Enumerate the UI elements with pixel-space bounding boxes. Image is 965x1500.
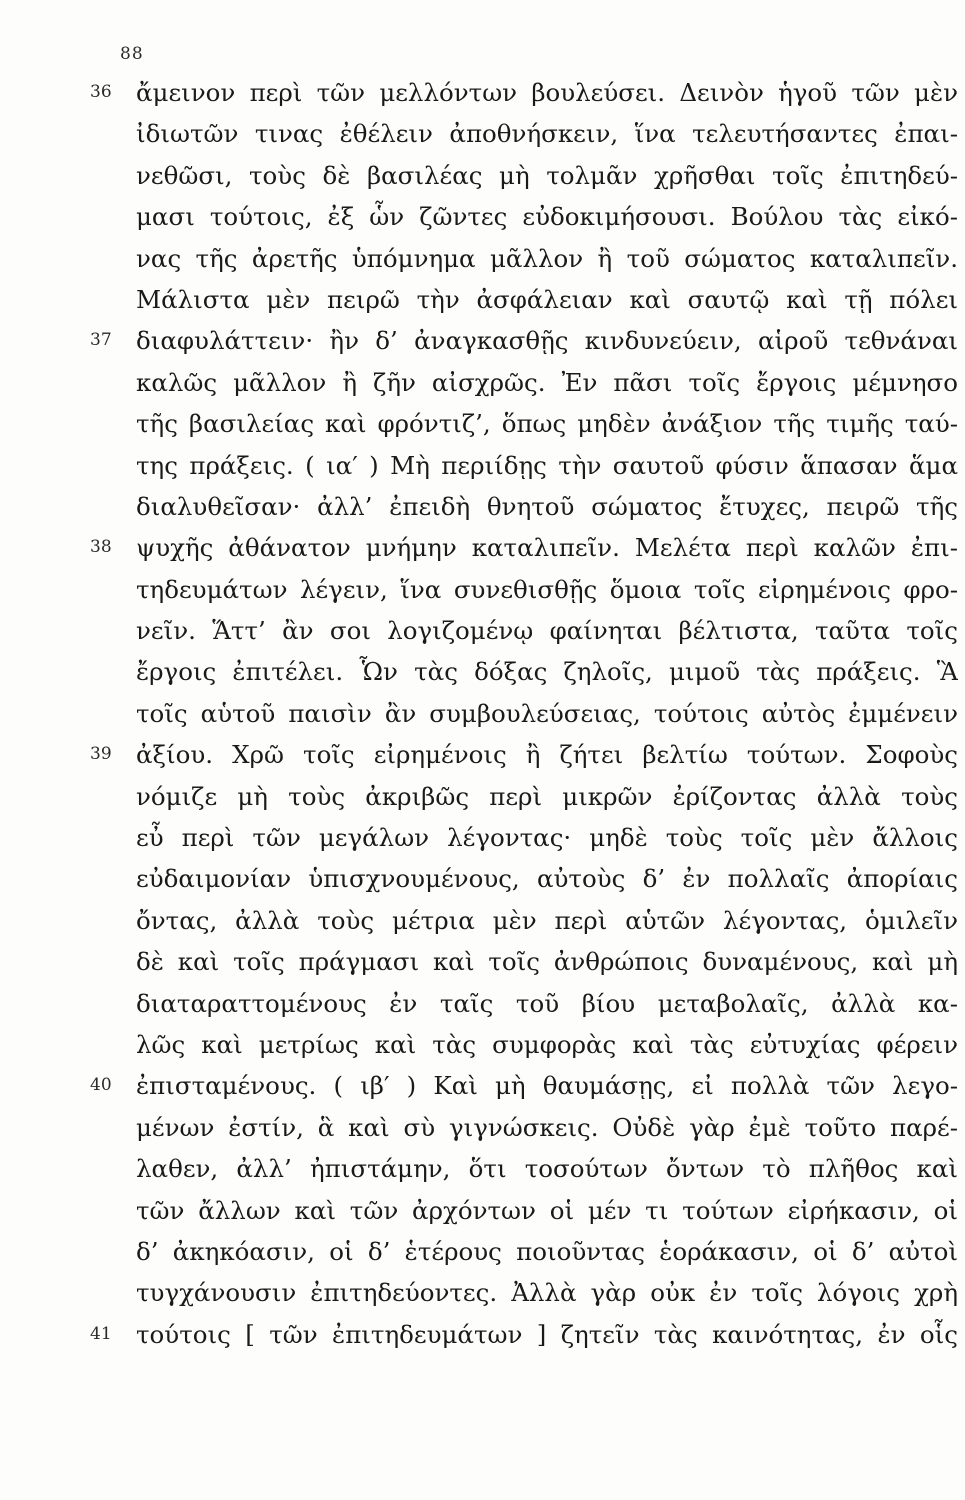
line-text: ψυχῆς ἀθάνατον μνήμην καταλιπεῖν. Μελέτα περὶ καλῶν ἐπι-	[136, 533, 958, 563]
line-text: λῶς καὶ μετρίως καὶ τὰς συμφορὰς καὶ τὰς εὐτυχίας φέρειν	[136, 1029, 958, 1059]
text-line	[90, 1148, 960, 1189]
text-line	[90, 817, 960, 858]
text-line	[90, 693, 960, 734]
line-text: τῆς βασιλείας καὶ φρόντιζ’, ὅπως μηδὲν ἀνάξιον τῆς τιμῆς ταύ-	[136, 409, 958, 439]
line-text: εὖ περὶ τῶν μεγάλων λέγοντας· μηδὲ τοὺς τοῖς μὲν ἄλλοις	[136, 823, 958, 853]
text-line	[90, 1065, 960, 1106]
text-line	[90, 279, 960, 320]
line-text: νεθῶσι, τοὺς δὲ βασιλέας μὴ τολμᾶν χρῆσθαι τοῖς ἐπιτηδεύ-	[136, 160, 958, 190]
line-text: εὐδαιμονίαν ὑπισχνουμένους, αὐτοὺς δ’ ἐν πολλαῖς ἀπορίαις	[136, 864, 958, 894]
section-number: 38	[90, 537, 112, 558]
text-line	[90, 858, 960, 899]
section-number: 41	[90, 1323, 112, 1344]
line-text: νεῖν. Ἅττ’ ἂν σοι λογιζομένῳ φαίνηται βέλτιστα, ταῦτα τοῖς	[136, 616, 958, 646]
text-line	[90, 734, 960, 775]
text-line	[90, 238, 960, 279]
text-line	[90, 569, 960, 610]
text-line	[90, 900, 960, 941]
line-text: ἐπισταμένους. ( ιβ′ ) Καὶ μὴ θαυμάσῃς, εἰ πολλὰ τῶν λεγο-	[136, 1071, 958, 1101]
line-text: καλῶς μᾶλλον ἢ ζῆν αἰσχρῶς. Ἐν πᾶσι τοῖς ἔργοις μέμνησο	[136, 367, 958, 397]
text-line	[90, 983, 960, 1024]
line-text: ὄντας, ἀλλὰ τοὺς μέτρια μὲν περὶ αὑτῶν λέγοντας, ὁμιλεῖν	[136, 905, 958, 935]
text-line	[90, 527, 960, 568]
section-number: 39	[90, 744, 112, 765]
line-text: λαθεν, ἀλλ’ ἠπιστάμην, ὅτι τοσούτων ὄντων τὸ πλῆθος καὶ	[136, 1154, 958, 1184]
text-line	[90, 651, 960, 692]
line-text: Μάλιστα μὲν πειρῶ τὴν ἀσφάλειαν καὶ σαυτῷ καὶ τῇ πόλει	[136, 284, 958, 314]
text-line	[90, 320, 960, 361]
line-text: ἄμεινον περὶ τῶν μελλόντων βουλεύσει. Δεινὸν ἡγοῦ τῶν μὲν	[136, 78, 958, 107]
text-line	[90, 1314, 960, 1355]
line-text: διαταραττομένους ἐν ταῖς τοῦ βίου μεταβολαῖς, ἀλλὰ κα-	[136, 988, 958, 1018]
text-line	[90, 113, 960, 154]
text-line	[90, 196, 960, 237]
line-text: ἔργοις ἐπιτέλει. Ὧν τὰς δόξας ζηλοῖς, μιμοῦ τὰς πράξεις. Ἃ	[136, 657, 958, 687]
text-line	[90, 1272, 960, 1313]
line-text: δὲ καὶ τοῖς πράγμασι καὶ τοῖς ἀνθρώποις δυναμένους, καὶ μὴ	[136, 947, 958, 977]
line-text: ἰδιωτῶν τινας ἐθέλειν ἀποθνήσκειν, ἵνα τελευτήσαντες ἐπαι-	[136, 119, 958, 149]
line-text: τοῖς αὑτοῦ παισὶν ἂν συμβουλεύσειας, τούτοις αὐτὸς ἐμμένειν	[136, 698, 958, 728]
text-line	[90, 362, 960, 403]
greek-text-body	[90, 72, 960, 1355]
text-line	[90, 610, 960, 651]
text-line	[90, 776, 960, 817]
text-line	[90, 941, 960, 982]
section-number: 40	[90, 1075, 112, 1096]
text-line	[90, 486, 960, 527]
line-text: τῶν ἄλλων καὶ τῶν ἀρχόντων οἱ μέν τι τούτων εἰρήκασιν, οἱ	[136, 1195, 958, 1225]
line-text: ἀξίου. Χρῶ τοῖς εἰρημένοις ἢ ζήτει βελτίω τούτων. Σοφοὺς	[136, 740, 958, 770]
text-line	[90, 445, 960, 486]
line-text: μένων ἐστίν, ἃ καὶ σὺ γιγνώσκεις. Οὐδὲ γὰρ ἐμὲ τοῦτο παρέ-	[136, 1112, 958, 1142]
line-text: διαφυλάττειν· ἢν δ’ ἀναγκασθῇς κινδυνεύειν, αἱροῦ τεθνάναι	[136, 326, 958, 356]
line-text: τηδευμάτων λέγειν, ἵνα συνεθισθῇς ὅμοια τοῖς εἰρημένοις φρο-	[136, 574, 958, 604]
section-number: 37	[90, 330, 112, 351]
text-line	[90, 403, 960, 444]
text-line	[90, 1231, 960, 1272]
text-line	[90, 1107, 960, 1148]
text-line	[90, 1024, 960, 1065]
line-text: νας τῆς ἀρετῆς ὑπόμνημα μᾶλλον ἢ τοῦ σώματος καταλιπεῖν.	[136, 243, 958, 273]
section-number: 36	[90, 82, 112, 102]
line-text: τυγχάνουσιν ἐπιτηδεύοντες. Ἀλλὰ γὰρ οὐκ ἐν τοῖς λόγοις χρὴ	[136, 1278, 958, 1308]
text-line	[90, 155, 960, 196]
text-line	[90, 1190, 960, 1231]
line-text: τούτοις [ τῶν ἐπιτηδευμάτων ] ζητεῖν τὰς καινότητας, ἐν οἷς	[136, 1319, 958, 1349]
line-text: δ’ ἀκηκόασιν, οἱ δ’ ἑτέρους ποιοῦντας ἑοράκασιν, οἱ δ’ αὐτοὶ	[136, 1236, 958, 1266]
line-text: μασι τούτοις, ἐξ ὧν ζῶντες εὐδοκιμήσουσι. Βούλου τὰς εἰκό-	[136, 202, 958, 232]
text-line	[90, 72, 960, 113]
line-text: διαλυθεῖσαν· ἀλλ’ ἐπειδὴ θνητοῦ σώματος ἔτυχες, πειρῶ τῆς	[136, 491, 958, 521]
line-text: νόμιζε μὴ τοὺς ἀκριβῶς περὶ μικρῶν ἐρίζοντας ἀλλὰ τοὺς	[136, 781, 958, 811]
page-number: 88	[120, 44, 144, 64]
line-text: της πράξεις. ( ια′ ) Μὴ περιίδῃς τὴν σαυτοῦ φύσιν ἅπασαν ἅμα	[136, 450, 958, 480]
